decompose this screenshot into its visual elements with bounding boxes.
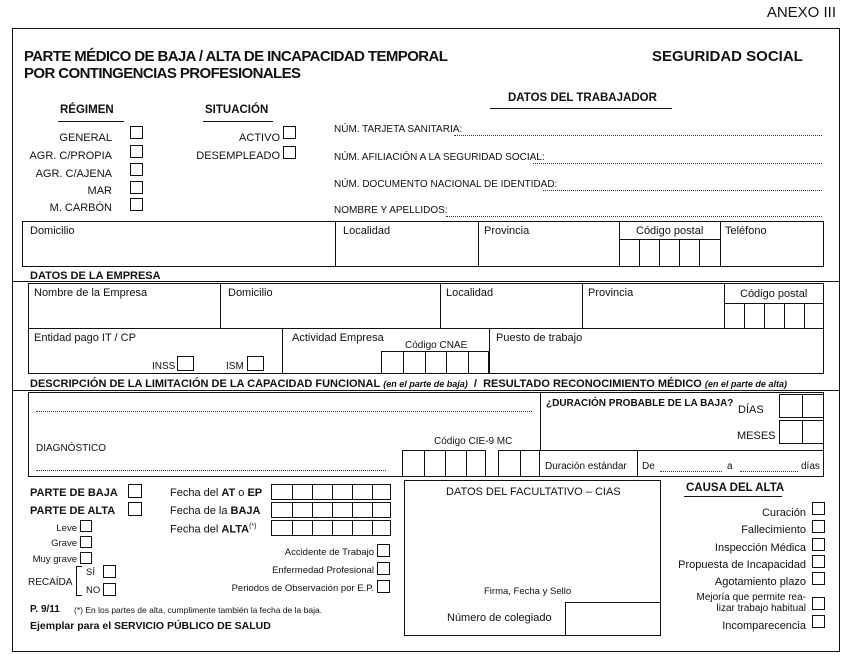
duracion-dias-small: días: [801, 461, 820, 472]
causa-label-inspeccion: Inspección Médica: [714, 542, 806, 554]
duracion-estandar-label: Duración estándar: [545, 461, 627, 472]
empresa-cnae-label: Código CNAE: [405, 340, 468, 351]
empresa-cnae-cells[interactable]: [381, 351, 489, 374]
causa-heading: CAUSA DEL ALTA: [686, 482, 785, 494]
causa-checkbox-fallecimiento[interactable]: [812, 520, 825, 533]
regimen-checkbox-general[interactable]: [130, 126, 143, 139]
empresa-localidad-label: Localidad: [446, 287, 494, 299]
parte-muy-grave-checkbox[interactable]: [80, 552, 92, 564]
trabajador-heading: DATOS DEL TRABAJADOR: [508, 92, 657, 104]
causa-label-mejoria-2: lizar trabajo habitual: [716, 603, 806, 614]
descripcion-cie-cells[interactable]: [402, 450, 486, 477]
parte-leve-label: Leve: [56, 523, 77, 534]
empresa-row1: [28, 283, 824, 329]
descripcion-cie-cells-2[interactable]: [498, 450, 540, 477]
field-label-tarjeta: NÚM. TARJETA SANITARIA:: [334, 124, 463, 135]
agency-label: SEGURIDAD SOCIAL: [652, 48, 803, 65]
empresa-nombre-label: Nombre de la Empresa: [34, 287, 148, 299]
field-nombre[interactable]: [446, 216, 822, 217]
annex-label: ANEXO III: [766, 4, 836, 21]
regimen-label-mar: MAR: [87, 185, 112, 197]
enfermedad-checkbox[interactable]: [377, 562, 390, 575]
regimen-label-general: GENERAL: [59, 132, 112, 144]
footer-note: (*) En los partes de alta, cumplimente también la fecha de la baja.: [74, 605, 323, 615]
field-afiliacion[interactable]: [533, 163, 822, 164]
situacion-checkbox-desempleado[interactable]: [283, 146, 296, 159]
empresa-domicilio-label: Domicilio: [228, 287, 273, 299]
causa-checkbox-inspeccion[interactable]: [812, 538, 825, 551]
trabajador-cp-label: Código postal: [636, 225, 704, 237]
causa-checkbox-curacion[interactable]: [812, 502, 825, 515]
field-tarjeta[interactable]: [454, 135, 822, 136]
recaida-label: RECAÍDA: [28, 577, 73, 588]
regimen-heading: RÉGIMEN: [60, 104, 114, 116]
causa-label-incomparecencia: Incomparecencia: [722, 620, 806, 632]
field-label-afiliacion: NÚM. AFILIACIÓN A LA SEGURIDAD SOCIAL:: [334, 152, 545, 163]
duracion-meses-cells[interactable]: [779, 420, 824, 444]
descripcion-heading: DESCRIPCIÓN DE LA LIMITACIÓN DE LA CAPACIDAD FUNCIONAL (en el parte de baja) / RESULTADO RECONOCIMIENTO MÉDICO (en el parte de alta): [30, 378, 787, 390]
footer-ejemplar: Ejemplar para el SERVICIO PÚBLICO DE SALUD: [30, 620, 271, 632]
regimen-label-carbon: M. CARBÓN: [49, 202, 112, 214]
parte-baja-label: PARTE DE BAJA: [30, 487, 118, 499]
causa-label-mejoria-1: Mejoría que permite rea-: [696, 592, 806, 603]
accidente-label: Accidente de Trabajo: [284, 547, 374, 558]
empresa-inss-checkbox[interactable]: [177, 356, 194, 371]
facultativo-heading: DATOS DEL FACULTATIVO – CIAS: [446, 486, 621, 498]
regimen-checkbox-mar[interactable]: [130, 181, 143, 194]
situacion-checkbox-activo[interactable]: [283, 126, 296, 139]
empresa-puesto-label: Puesto de trabajo: [496, 332, 583, 344]
duracion-de-label: De: [642, 461, 655, 472]
parte-alta-label: PARTE DE ALTA: [30, 505, 116, 517]
fecha-baja-label: Fecha de la BAJA: [170, 505, 261, 517]
duracion-dias-label: DÍAS: [738, 404, 764, 416]
causa-label-agotamiento: Agotamiento plazo: [714, 576, 806, 588]
empresa-ism-checkbox[interactable]: [247, 356, 264, 371]
form-title-line1: PARTE MÉDICO DE BAJA / ALTA DE INCAPACIDAD TEMPORAL: [24, 48, 448, 65]
recaida-si-label: SÍ: [86, 567, 95, 578]
causa-checkbox-agotamiento[interactable]: [812, 572, 825, 585]
duracion-de-field[interactable]: [660, 471, 722, 472]
regimen-checkbox-agr-ajena[interactable]: [130, 163, 143, 176]
empresa-actividad-label: Actividad Empresa: [292, 332, 384, 344]
empresa-inss-label: INSS: [152, 361, 176, 372]
parte-leve-checkbox[interactable]: [80, 520, 92, 532]
parte-baja-checkbox[interactable]: [128, 484, 142, 498]
footer-code: P. 9/11: [30, 604, 60, 615]
enfermedad-label: Enfermedad Profesional: [272, 565, 374, 576]
causa-checkbox-propuesta[interactable]: [812, 555, 825, 568]
trabajador-localidad-label: Localidad: [343, 225, 391, 237]
causa-label-propuesta: Propuesta de Incapacidad: [678, 559, 806, 571]
empresa-provincia-label: Provincia: [588, 287, 634, 299]
field-label-dni: NÚM. DOCUMENTO NACIONAL DE IDENTIDAD:: [334, 179, 558, 190]
duracion-a-label: a: [727, 461, 733, 472]
causa-label-curacion: Curación: [761, 507, 806, 519]
recaida-no-label: NO: [86, 585, 101, 596]
situacion-label-desempleado: DESEMPLEADO: [196, 150, 280, 162]
form-title-line2: POR CONTINGENCIAS PROFESIONALES: [24, 65, 301, 82]
fecha-alta-label: Fecha del ALTA(*): [170, 523, 257, 536]
facultativo-firma-label: Firma, Fecha y Sello: [484, 586, 572, 597]
field-dni[interactable]: [543, 190, 822, 191]
empresa-entidad-label: Entidad pago IT / CP: [34, 332, 136, 344]
regimen-checkbox-agr-propia[interactable]: [130, 145, 143, 158]
fecha-alta-cells[interactable]: [271, 520, 391, 536]
parte-muy-grave-label: Muy grave: [32, 554, 77, 565]
regimen-checkbox-carbon[interactable]: [130, 198, 143, 211]
parte-grave-label: Grave: [51, 538, 77, 549]
fecha-at-label: Fecha del AT o EP: [170, 487, 263, 499]
regimen-label-agr-ajena: AGR. C/AJENA: [35, 168, 112, 180]
situacion-label-activo: ACTIVO: [239, 132, 280, 144]
duracion-dias-cells[interactable]: [779, 394, 824, 418]
accidente-checkbox[interactable]: [377, 544, 390, 557]
recaida-no-checkbox[interactable]: [103, 583, 116, 596]
descripcion-diagnostico-label: DIAGNÓSTICO: [36, 443, 107, 454]
periodos-label: Periodos de Observación por E.P.: [231, 583, 374, 594]
facultativo-colegiado-field[interactable]: [565, 602, 661, 636]
fecha-baja-cells[interactable]: [271, 502, 391, 518]
descripcion-cie-label: Código CIE-9 MC: [434, 436, 513, 447]
parte-alta-checkbox[interactable]: [128, 502, 142, 516]
periodos-checkbox[interactable]: [377, 580, 390, 593]
causa-checkbox-incomparecencia[interactable]: [812, 615, 825, 628]
trabajador-provincia-label: Provincia: [484, 225, 530, 237]
empresa-ism-label: ISM: [226, 361, 244, 372]
duracion-a-field[interactable]: [740, 471, 798, 472]
trabajador-domicilio-label: Domicilio: [30, 225, 75, 237]
fecha-at-cells[interactable]: [271, 484, 391, 500]
causa-label-fallecimiento: Fallecimiento: [741, 524, 806, 536]
descripcion-line-1[interactable]: [36, 411, 532, 412]
trabajador-address-row: [22, 221, 824, 267]
trabajador-telefono-label: Teléfono: [725, 225, 767, 237]
duracion-question: ¿DURACIÓN PROBABLE DE LA BAJA?: [546, 398, 734, 409]
regimen-label-agr-propia: AGR. C/PROPIA: [29, 150, 112, 162]
descripcion-line-2[interactable]: [36, 470, 386, 471]
empresa-heading: DATOS DE LA EMPRESA: [30, 270, 161, 282]
situacion-heading: SITUACIÓN: [205, 104, 269, 116]
recaida-si-checkbox[interactable]: [103, 565, 116, 578]
empresa-cp-label: Código postal: [740, 288, 808, 300]
duracion-meses-label: MESES: [737, 430, 776, 442]
parte-grave-checkbox[interactable]: [80, 536, 92, 548]
causa-checkbox-mejoria[interactable]: [812, 597, 825, 610]
field-label-nombre: NOMBRE Y APELLIDOS:: [334, 205, 448, 216]
facultativo-colegiado-label: Número de colegiado: [447, 612, 552, 624]
